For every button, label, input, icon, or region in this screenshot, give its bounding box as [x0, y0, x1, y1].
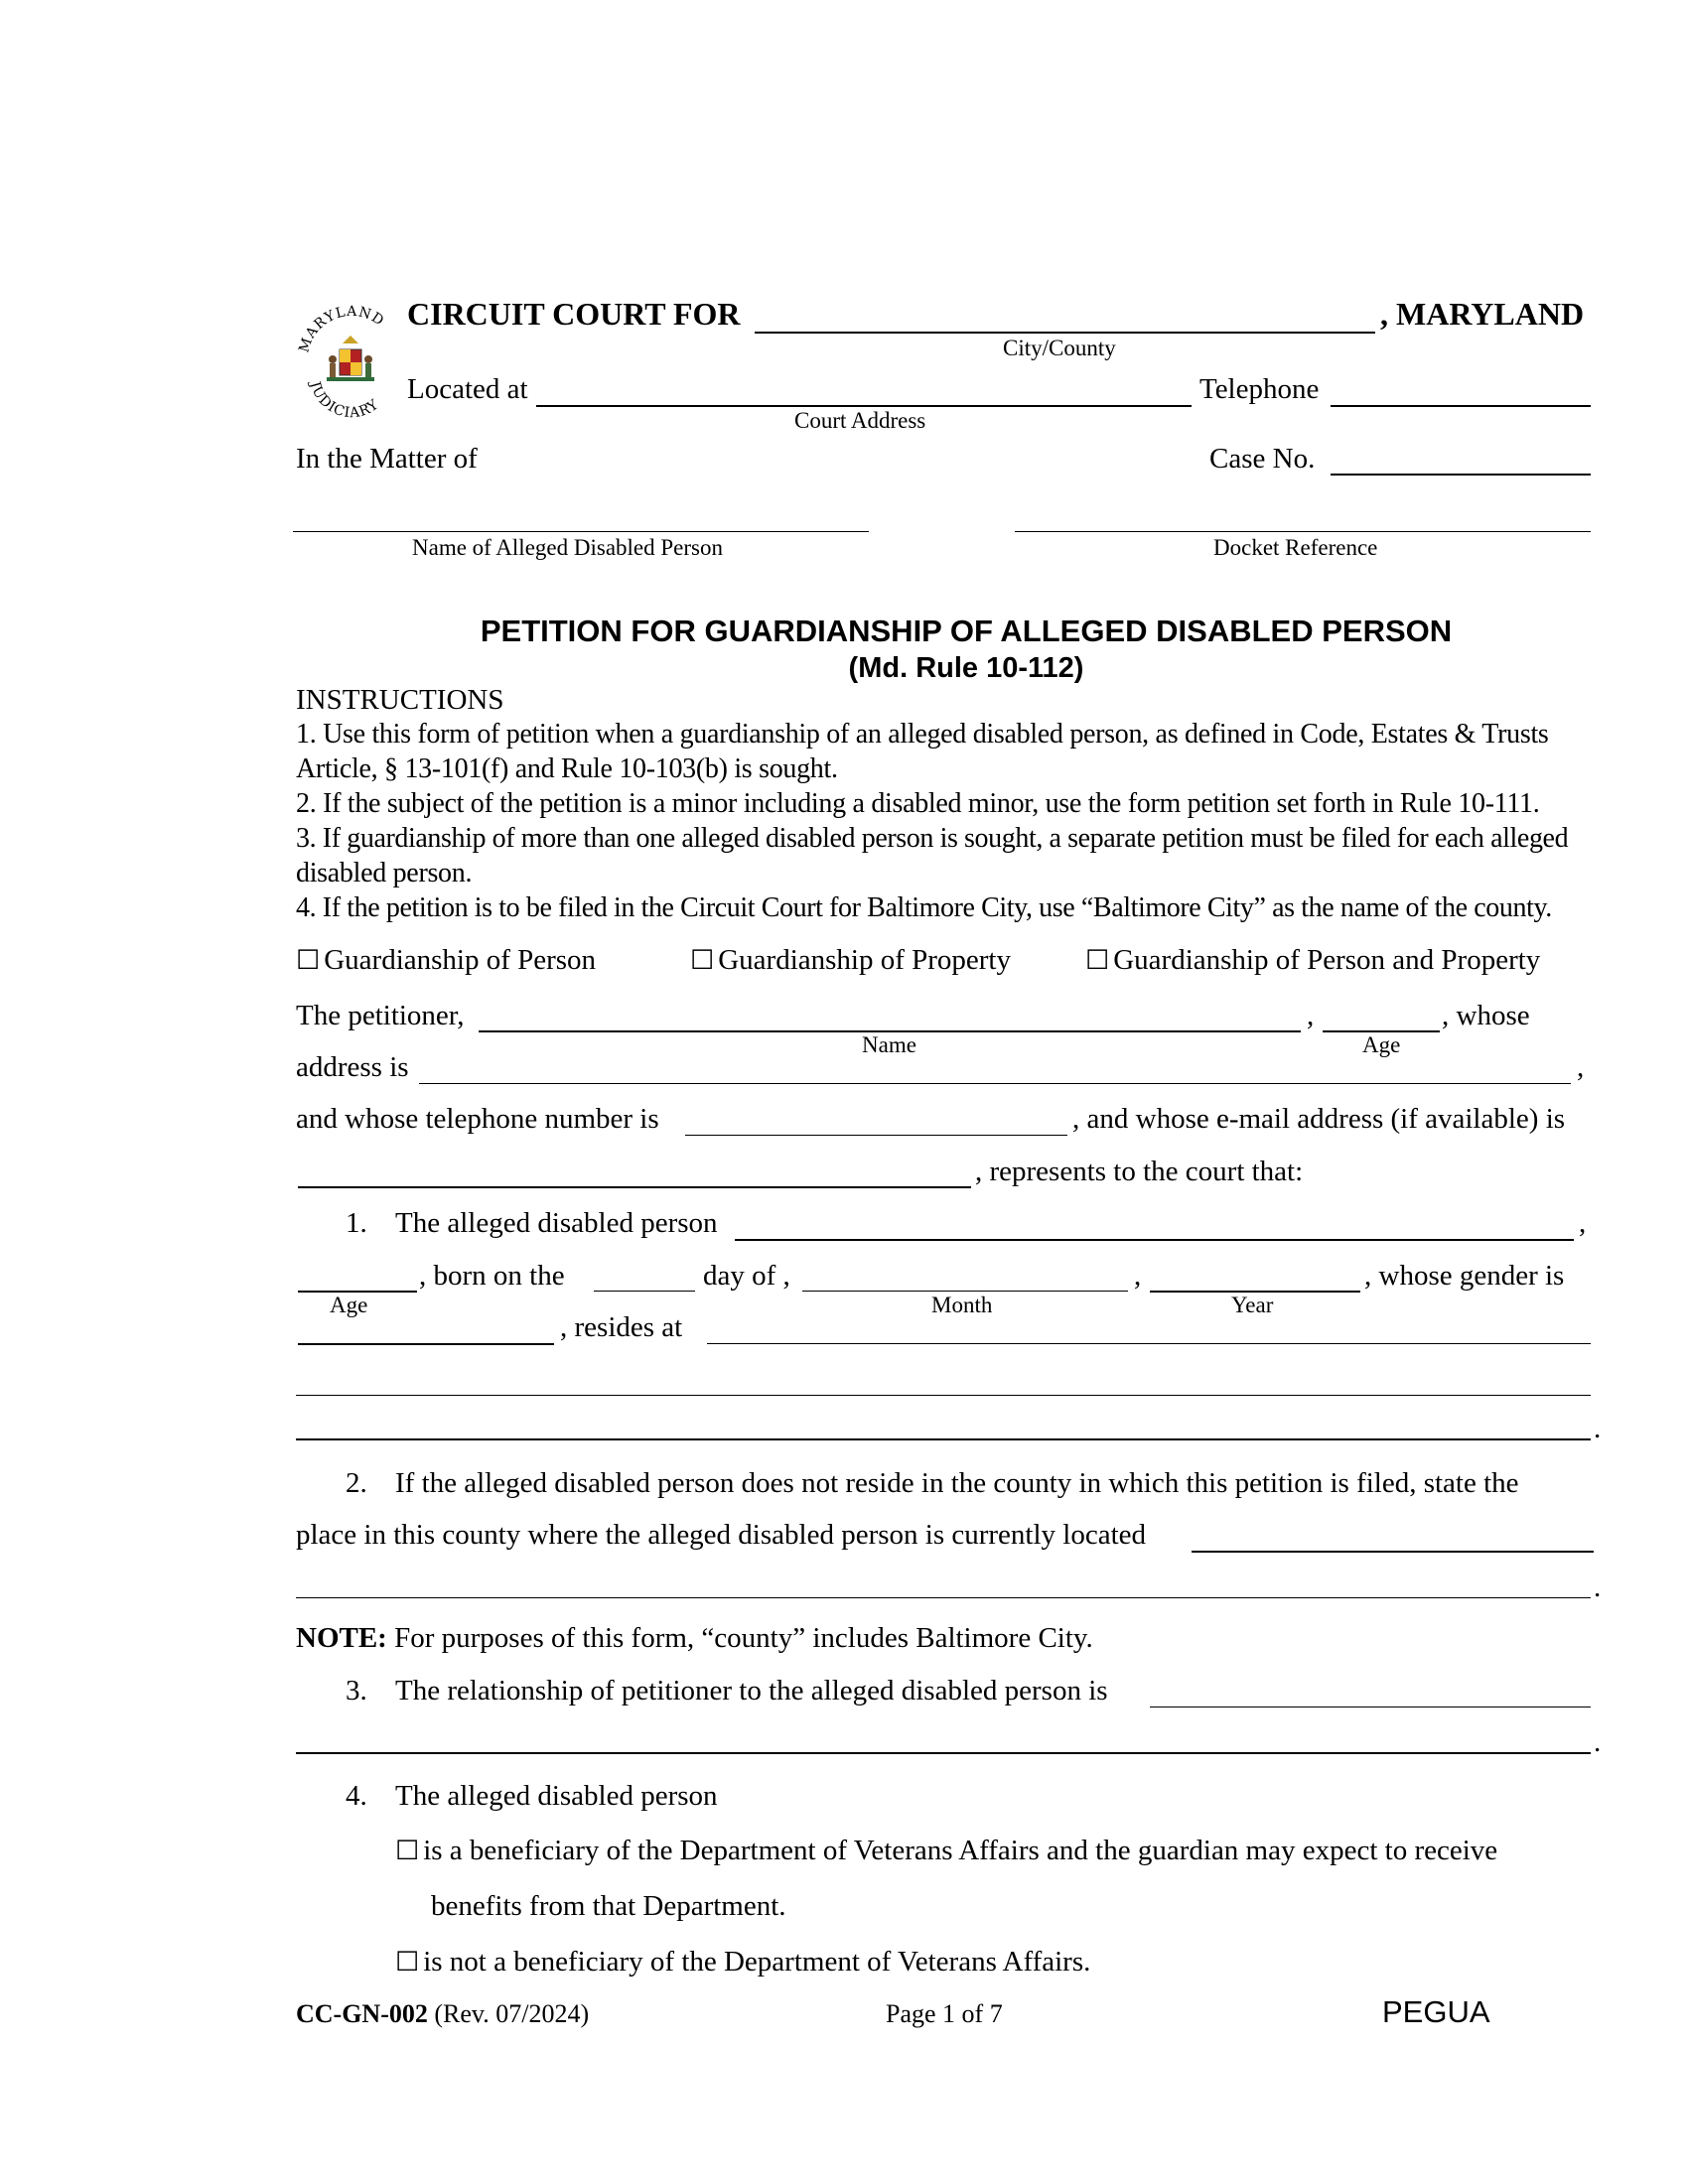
- alleged-disabled-person-line: [735, 1239, 1574, 1241]
- instruction-3b: disabled person.: [296, 858, 473, 888]
- alleged-disabled-person-input[interactable]: [735, 1210, 1578, 1242]
- item-4-number: 4.: [346, 1780, 367, 1812]
- relationship-line-2: [296, 1752, 1591, 1754]
- not-veterans-beneficiary-checkbox[interactable]: ☐: [395, 1947, 420, 1978]
- court-suffix: , MARYLAND: [1380, 296, 1585, 332]
- item-1-number: 1.: [346, 1207, 367, 1239]
- form-revision: (Rev. 07/2024): [427, 1999, 590, 2028]
- instruction-1a: 1. Use this form of petition when a guardianship of an alleged disabled person, as defined in Code, Estates & Trusts: [296, 719, 1549, 750]
- residence-input-line-3[interactable]: [296, 1410, 1595, 1441]
- guardianship-of-person-and-property-label: Guardianship of Person and Property: [1113, 944, 1541, 976]
- birth-year-input[interactable]: [1150, 1262, 1364, 1294]
- disabled-person-age-label: Age: [330, 1293, 368, 1317]
- current-location-line-1: [1192, 1551, 1594, 1553]
- current-location-input-2[interactable]: [296, 1569, 1595, 1600]
- city-county-line: [755, 332, 1375, 334]
- instruction-3a: 3. If guardianship of more than one alleged disabled person is sought, a separate petition must be filed for each alleged: [296, 823, 1569, 854]
- day-of-label: day of ,: [703, 1260, 790, 1292]
- item-1-comma: ,: [1579, 1207, 1587, 1239]
- residence-input-line-1[interactable]: [707, 1314, 1595, 1346]
- guardianship-of-property-checkbox[interactable]: ☐: [690, 945, 715, 976]
- maryland-judiciary-seal: [296, 298, 405, 427]
- form-title: PETITION FOR GUARDIANSHIP OF ALLEGED DISABLED PERSON: [480, 614, 1453, 648]
- birth-month-label: Month: [931, 1293, 993, 1317]
- petitioner-age-input[interactable]: [1323, 1002, 1444, 1033]
- guardianship-of-property-option[interactable]: [690, 943, 1011, 978]
- residence-line-2: [296, 1395, 1591, 1396]
- case-no-line: [1331, 474, 1591, 476]
- relationship-line-1: [1150, 1706, 1591, 1707]
- residence-input-line-2[interactable]: [296, 1366, 1595, 1398]
- petitioner-telephone-input[interactable]: [685, 1106, 1071, 1138]
- court-address-label: Court Address: [794, 408, 926, 433]
- guardianship-of-person-checkbox[interactable]: ☐: [296, 945, 321, 976]
- instruction-2: 2. If the subject of the petition is a minor including a disabled minor, use the form petition set forth in Rule 10-111.: [296, 788, 1540, 819]
- birth-day-input[interactable]: [594, 1262, 699, 1294]
- residence-line-3: [296, 1438, 1591, 1440]
- petitioner-address-input[interactable]: [419, 1054, 1575, 1086]
- in-the-matter-of-label: In the Matter of: [296, 443, 478, 475]
- petitioner-telephone-line: [685, 1135, 1067, 1136]
- instructions-heading: INSTRUCTIONS: [296, 684, 504, 716]
- item-2-period: .: [1594, 1571, 1602, 1603]
- item-2-line-2: place in this county where the alleged disabled person is currently located: [296, 1519, 1147, 1551]
- birth-month-line: [802, 1291, 1128, 1292]
- birth-year-label: Year: [1231, 1293, 1274, 1317]
- birth-month-input[interactable]: [802, 1262, 1132, 1294]
- court-prefix: CIRCUIT COURT FOR: [407, 296, 741, 332]
- note-text: For purposes of this form, “county” includes Baltimore City.: [386, 1622, 1093, 1654]
- instruction-1b: Article, § 13-101(f) and Rule 10-103(b) is sought.: [296, 753, 838, 784]
- represents-label: , represents to the court that:: [975, 1156, 1304, 1187]
- gender-input[interactable]: [298, 1314, 558, 1346]
- alleged-disabled-person-name-input[interactable]: [293, 502, 873, 534]
- docket-reference-label: Docket Reference: [1213, 535, 1378, 560]
- city-county-label: City/County: [1003, 336, 1116, 360]
- relationship-input-2[interactable]: [296, 1723, 1595, 1755]
- case-no-label: Case No.: [1209, 443, 1316, 475]
- guardianship-of-person-and-property-checkbox[interactable]: ☐: [1085, 945, 1110, 976]
- svg-text:MARYLAND: MARYLAND: [296, 303, 387, 355]
- current-location-line-2: [296, 1597, 1591, 1598]
- email-is-label: , and whose e-mail address (if available) is: [1072, 1103, 1566, 1135]
- residence-line-1: [707, 1343, 1591, 1344]
- guardianship-of-person-label: Guardianship of Person: [324, 944, 597, 976]
- born-on-the-label: , born on the: [419, 1260, 565, 1292]
- footer-form-code: [296, 1999, 589, 2029]
- item-2-line-1: If the alleged disabled person does not reside in the county in which this petition is filed, state the: [395, 1467, 1519, 1499]
- petitioner-name-input[interactable]: [479, 1002, 1305, 1033]
- case-no-input[interactable]: [1331, 445, 1595, 477]
- address-comma: ,: [1577, 1051, 1585, 1083]
- whose-gender-label: , whose gender is: [1364, 1260, 1565, 1292]
- petitioner-age-label: Age: [1362, 1032, 1401, 1057]
- veterans-beneficiary-label-continued: benefits from that Department.: [431, 1890, 786, 1922]
- note-label: NOTE:: [296, 1622, 387, 1654]
- gender-line: [298, 1343, 554, 1345]
- court-telephone-line: [1331, 405, 1591, 407]
- month-year-comma: ,: [1134, 1260, 1142, 1292]
- not-veterans-beneficiary-label: is not a beneficiary of the Department of Veterans Affairs.: [423, 1946, 1091, 1978]
- telephone-label: Telephone: [1199, 373, 1320, 405]
- item-3-number: 3.: [346, 1675, 367, 1706]
- telephone-is-label: and whose telephone number is: [296, 1103, 659, 1135]
- docket-reference-line: [1015, 531, 1591, 532]
- residence-period: .: [1594, 1413, 1602, 1444]
- located-at-label: Located at: [407, 373, 528, 405]
- item-4-text: The alleged disabled person: [395, 1780, 718, 1812]
- guardianship-of-property-label: Guardianship of Property: [718, 944, 1011, 976]
- name-of-alleged-disabled-person-label: Name of Alleged Disabled Person: [412, 535, 723, 560]
- item-1-text: The alleged disabled person: [395, 1207, 718, 1239]
- petitioner-email-input[interactable]: [298, 1158, 975, 1189]
- veterans-beneficiary-option[interactable]: [395, 1834, 1497, 1868]
- form-code: CC-GN-002: [296, 1999, 428, 2028]
- disabled-person-age-input[interactable]: [298, 1262, 421, 1294]
- form-subtitle: (Md. Rule 10-112): [848, 652, 1084, 684]
- address-is-label: address is: [296, 1051, 409, 1083]
- item-2-number: 2.: [346, 1467, 367, 1499]
- seal-icon: [296, 298, 405, 427]
- veterans-beneficiary-label: is a beneficiary of the Department of Veterans Affairs and the guardian may expect to receive: [423, 1835, 1498, 1866]
- petitioner-name-label: Name: [862, 1032, 916, 1057]
- svg-text:JUDICIARY: JUDICIARY: [306, 379, 382, 422]
- the-petitioner-label: The petitioner,: [296, 1000, 465, 1031]
- not-veterans-beneficiary-option[interactable]: [395, 1945, 1090, 1979]
- petitioner-comma: ,: [1307, 1000, 1315, 1031]
- veterans-beneficiary-checkbox[interactable]: ☐: [395, 1836, 420, 1866]
- current-location-input-1[interactable]: [1192, 1522, 1598, 1554]
- court-address-line: [536, 405, 1192, 407]
- city-county-input[interactable]: [755, 301, 1379, 333]
- guardianship-of-person-option[interactable]: [296, 943, 596, 978]
- guardianship-of-person-and-property-option[interactable]: [1085, 943, 1540, 978]
- note: [296, 1621, 1093, 1655]
- instruction-4: 4. If the petition is to be filed in the Circuit Court for Baltimore City, use “Baltimore City” as the name of the county.: [296, 892, 1552, 923]
- footer-pegua-code: PEGUA: [1382, 1994, 1490, 2029]
- item-3-text: The relationship of petitioner to the alleged disabled person is: [395, 1675, 1108, 1706]
- petitioner-address-line: [419, 1083, 1571, 1084]
- birth-day-line: [594, 1291, 695, 1292]
- docket-reference-input[interactable]: [1015, 502, 1595, 534]
- item-3-period: .: [1594, 1726, 1602, 1758]
- relationship-input-1[interactable]: [1150, 1678, 1595, 1709]
- resides-at-label: , resides at: [560, 1311, 683, 1343]
- alleged-disabled-person-name-line: [293, 531, 869, 532]
- petitioner-whose: , whose: [1442, 1000, 1530, 1031]
- petitioner-email-line: [298, 1186, 971, 1188]
- footer-page-number: Page 1 of 7: [886, 1999, 1003, 2028]
